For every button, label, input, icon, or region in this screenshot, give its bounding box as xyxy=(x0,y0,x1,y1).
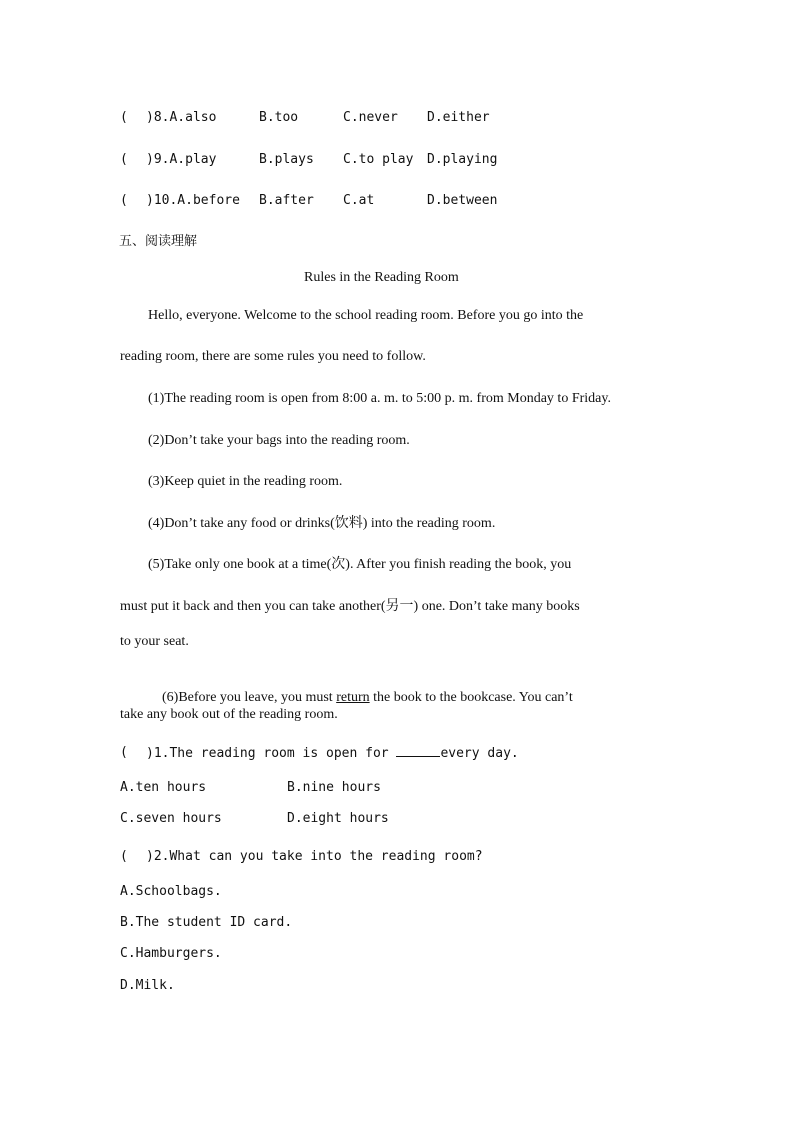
option-c: C.Hamburgers. xyxy=(120,946,222,961)
option-d: D.between xyxy=(427,193,498,208)
rule-5-line-3: to your seat. xyxy=(120,634,189,649)
passage-intro-line-2: reading room, there are some rules you need to follow. xyxy=(120,349,426,364)
option-a: )8.A.also xyxy=(146,110,217,125)
passage-title: Rules in the Reading Room xyxy=(304,270,459,285)
rule-4: (4)Don’t take any food or drinks(饮料) into the reading room. xyxy=(148,516,496,531)
option-b: B.plays xyxy=(259,152,314,167)
section-heading: 五、阅读理解 xyxy=(119,234,198,249)
option-b: B.after xyxy=(259,193,314,208)
rule-2: (2)Don’t take your bags into the reading room. xyxy=(148,433,410,448)
answer-paren: ( xyxy=(120,193,128,208)
rule-1: (1)The reading room is open from 8:00 a. m. to 5:00 p. m. from Monday to Friday. xyxy=(148,391,611,406)
answer-paren: ( xyxy=(120,849,128,864)
option-c: C.never xyxy=(343,110,398,125)
option-d: D.playing xyxy=(427,152,498,167)
option-a: A.Schoolbags. xyxy=(120,884,222,899)
rule-5-line-2: must put it back and then you can take another(另一) one. Don’t take many books xyxy=(120,599,580,614)
option-b: B.too xyxy=(259,110,299,125)
option-c: C.to play xyxy=(343,152,414,167)
option-d: D.Milk. xyxy=(120,978,175,993)
option-a: )10.A.before xyxy=(146,193,240,208)
option-b: B.nine hours xyxy=(287,780,381,795)
option-d: D.either xyxy=(427,110,490,125)
option-c: C.seven hours xyxy=(120,811,222,826)
rule-5-line-1: (5)Take only one book at a time(次). After you finish reading the book, you xyxy=(148,557,572,572)
rule-6-line-2: take any book out of the reading room. xyxy=(120,707,338,722)
rule-6-text-after: the book to the bookcase. You can’t xyxy=(369,690,573,705)
passage-intro-line-1: Hello, everyone. Welcome to the school reading room. Before you go into the xyxy=(148,308,584,323)
question-stem xyxy=(146,744,519,763)
option-a: A.ten hours xyxy=(120,780,207,795)
underlined-word-return: return xyxy=(336,690,370,705)
question-stem: )2.What can you take into the reading room? xyxy=(146,849,483,864)
answer-blank xyxy=(396,744,440,757)
rule-3: (3)Keep quiet in the reading room. xyxy=(148,474,343,489)
option-d: D.eight hours xyxy=(287,811,389,826)
question-stem-start: )1.The reading room is open for xyxy=(146,746,397,761)
option-c: C.at xyxy=(343,193,375,208)
answer-paren: ( xyxy=(120,152,128,167)
option-b: B.The student ID card. xyxy=(120,915,293,930)
rule-6-text-before: (6)Before you leave, you must xyxy=(162,690,337,705)
answer-paren: ( xyxy=(120,110,128,125)
option-a: )9.A.play xyxy=(146,152,217,167)
answer-paren: ( xyxy=(120,745,128,760)
question-stem-end: every day. xyxy=(440,746,519,761)
